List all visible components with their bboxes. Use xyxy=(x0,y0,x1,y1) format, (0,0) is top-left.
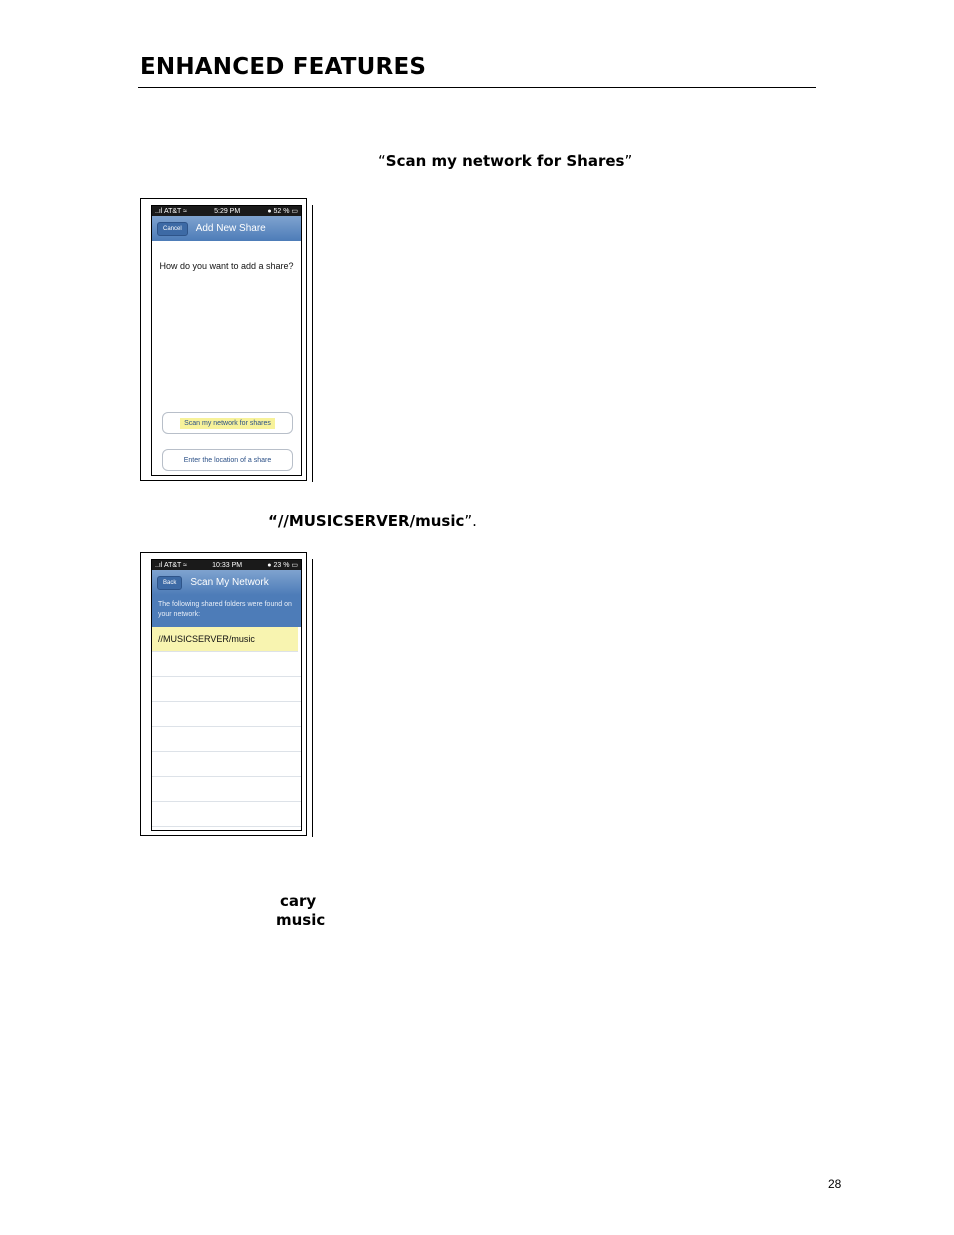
enter-location-label: Enter the location of a share xyxy=(183,456,272,464)
nav-title: Scan My Network xyxy=(190,577,269,588)
carrier-label: ..ıl AT&T ≈ xyxy=(155,207,187,215)
step2-tail: ”. xyxy=(464,512,477,530)
nav-bar xyxy=(152,570,301,595)
share-list xyxy=(152,627,301,827)
title-divider xyxy=(138,87,816,88)
enter-location-button[interactable] xyxy=(162,449,293,471)
scan-network-button[interactable] xyxy=(162,412,293,434)
list-item xyxy=(152,802,301,827)
list-item xyxy=(152,652,301,677)
scan-info-text: The following shared folders were found on your network: xyxy=(152,595,301,627)
list-item xyxy=(152,777,301,802)
frame-shadow xyxy=(312,559,313,837)
step2-line xyxy=(268,512,477,530)
step2-bold-text: “//MUSICSERVER/music xyxy=(268,512,465,530)
clock-label: 10:33 PM xyxy=(212,561,243,569)
step1-bold-text: Scan my network for Shares xyxy=(385,152,625,170)
quote-open: “ xyxy=(378,152,386,170)
scan-network-label: Scan my network for shares xyxy=(180,418,275,429)
nav-bar xyxy=(152,216,301,241)
share-item-musicserver[interactable]: //MUSICSERVER/music xyxy=(152,627,298,652)
quote-close: ” xyxy=(624,152,633,170)
nav-title: Add New Share xyxy=(195,223,266,234)
battery-label: ● 23 % ▭ xyxy=(267,562,298,569)
list-item xyxy=(152,752,301,777)
frame-shadow xyxy=(312,205,313,482)
cancel-button[interactable]: Cancel xyxy=(157,222,188,236)
screenshot-scan-my-network xyxy=(140,552,307,836)
step1-line xyxy=(378,152,632,170)
status-bar xyxy=(152,206,301,216)
back-button[interactable]: Back xyxy=(157,576,182,590)
status-bar xyxy=(152,560,301,570)
screenshot-add-new-share xyxy=(140,198,307,481)
clock-label: 5:29 PM xyxy=(214,207,241,215)
phone-screen xyxy=(151,559,302,831)
battery-label: ● 52 % ▭ xyxy=(267,208,298,215)
list-item xyxy=(152,702,301,727)
list-item xyxy=(152,727,301,752)
page-number: 28 xyxy=(828,1177,842,1191)
page-title: ENHANCED FEATURES xyxy=(140,54,427,80)
carrier-label: ..ıl AT&T ≈ xyxy=(155,561,187,569)
phone-screen xyxy=(151,205,302,476)
add-share-question: How do you want to add a share? xyxy=(159,261,294,271)
note-line-2: music xyxy=(276,911,326,929)
note-line-1: cary xyxy=(280,892,317,910)
list-item xyxy=(152,677,301,702)
